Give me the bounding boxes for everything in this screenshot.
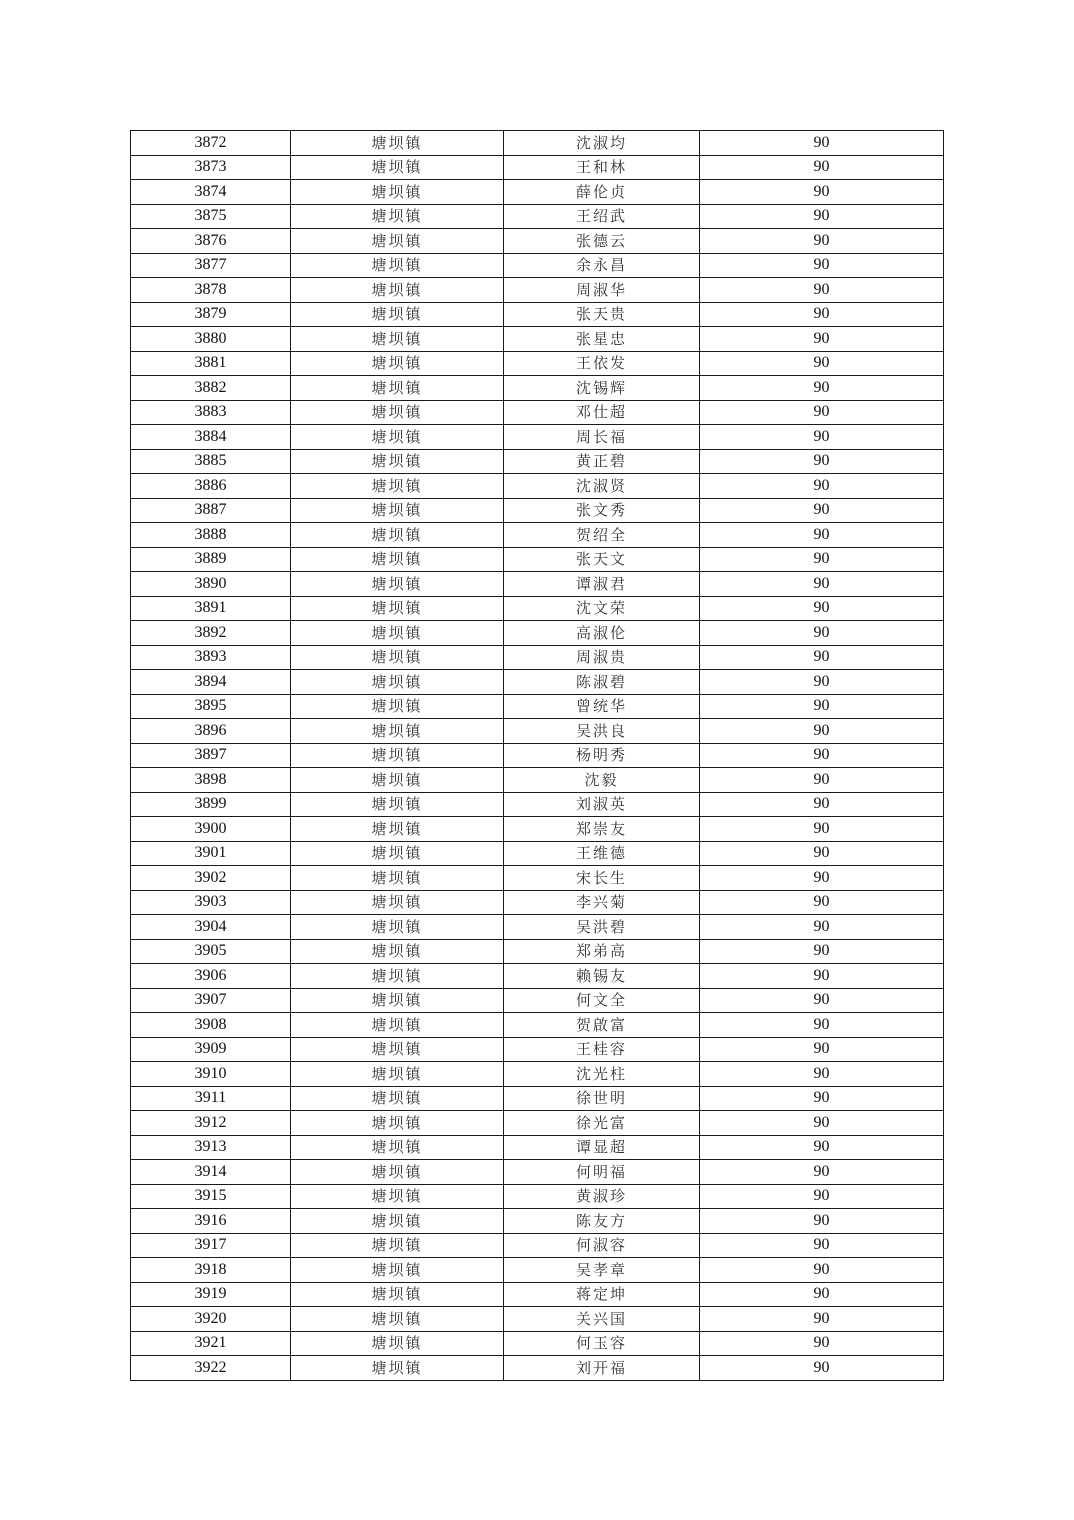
cell-town: 塘坝镇 — [291, 596, 504, 621]
table-row — [131, 841, 944, 866]
cell-town: 塘坝镇 — [291, 155, 504, 180]
cell-age: 90 — [700, 400, 944, 425]
cell-person-name: 关兴国 — [504, 1307, 700, 1332]
cell-serial-number: 3883 — [131, 400, 291, 425]
cell-town: 塘坝镇 — [291, 1037, 504, 1062]
cell-age: 90 — [700, 670, 944, 695]
cell-age: 90 — [700, 425, 944, 450]
cell-age: 90 — [700, 988, 944, 1013]
cell-age: 90 — [700, 572, 944, 597]
cell-age: 90 — [700, 547, 944, 572]
cell-serial-number: 3873 — [131, 155, 291, 180]
cell-age: 90 — [700, 817, 944, 842]
cell-age: 90 — [700, 1037, 944, 1062]
cell-age: 90 — [700, 964, 944, 989]
cell-serial-number: 3909 — [131, 1037, 291, 1062]
cell-age: 90 — [700, 1209, 944, 1234]
cell-person-name: 黄淑珍 — [504, 1184, 700, 1209]
cell-town: 塘坝镇 — [291, 229, 504, 254]
cell-person-name: 谭显超 — [504, 1135, 700, 1160]
cell-person-name: 何玉容 — [504, 1331, 700, 1356]
cell-serial-number: 3884 — [131, 425, 291, 450]
cell-serial-number: 3904 — [131, 915, 291, 940]
cell-town: 塘坝镇 — [291, 327, 504, 352]
cell-age: 90 — [700, 866, 944, 891]
cell-age: 90 — [700, 1062, 944, 1087]
cell-town: 塘坝镇 — [291, 743, 504, 768]
cell-age: 90 — [700, 890, 944, 915]
cell-person-name: 蒋定坤 — [504, 1282, 700, 1307]
cell-serial-number: 3891 — [131, 596, 291, 621]
cell-town: 塘坝镇 — [291, 939, 504, 964]
cell-age: 90 — [700, 204, 944, 229]
cell-serial-number: 3890 — [131, 572, 291, 597]
cell-person-name: 沈淑贤 — [504, 474, 700, 499]
cell-serial-number: 3881 — [131, 351, 291, 376]
cell-town: 塘坝镇 — [291, 1184, 504, 1209]
cell-serial-number: 3900 — [131, 817, 291, 842]
cell-person-name: 周淑华 — [504, 278, 700, 303]
cell-person-name: 吴孝章 — [504, 1258, 700, 1283]
cell-serial-number: 3913 — [131, 1135, 291, 1160]
cell-age: 90 — [700, 253, 944, 278]
table-row — [131, 204, 944, 229]
cell-age: 90 — [700, 498, 944, 523]
cell-serial-number: 3919 — [131, 1282, 291, 1307]
cell-person-name: 谭淑君 — [504, 572, 700, 597]
cell-town: 塘坝镇 — [291, 474, 504, 499]
cell-town: 塘坝镇 — [291, 1356, 504, 1381]
table-row — [131, 1062, 944, 1087]
cell-town: 塘坝镇 — [291, 180, 504, 205]
cell-age: 90 — [700, 596, 944, 621]
cell-serial-number: 3876 — [131, 229, 291, 254]
table-row — [131, 1037, 944, 1062]
cell-age: 90 — [700, 302, 944, 327]
cell-person-name: 何淑容 — [504, 1233, 700, 1258]
cell-town: 塘坝镇 — [291, 841, 504, 866]
cell-person-name: 贺绍全 — [504, 523, 700, 548]
cell-serial-number: 3882 — [131, 376, 291, 401]
cell-town: 塘坝镇 — [291, 645, 504, 670]
table-row — [131, 351, 944, 376]
cell-age: 90 — [700, 131, 944, 156]
cell-age: 90 — [700, 939, 944, 964]
cell-age: 90 — [700, 1282, 944, 1307]
table-row — [131, 1258, 944, 1283]
cell-age: 90 — [700, 180, 944, 205]
cell-town: 塘坝镇 — [291, 719, 504, 744]
cell-age: 90 — [700, 645, 944, 670]
cell-town: 塘坝镇 — [291, 988, 504, 1013]
cell-town: 塘坝镇 — [291, 1111, 504, 1136]
cell-age: 90 — [700, 278, 944, 303]
cell-town: 塘坝镇 — [291, 915, 504, 940]
cell-age: 90 — [700, 155, 944, 180]
cell-serial-number: 3908 — [131, 1013, 291, 1038]
table-row — [131, 915, 944, 940]
cell-age: 90 — [700, 449, 944, 474]
cell-town: 塘坝镇 — [291, 400, 504, 425]
cell-age: 90 — [700, 1160, 944, 1185]
cell-serial-number: 3878 — [131, 278, 291, 303]
cell-serial-number: 3896 — [131, 719, 291, 744]
cell-serial-number: 3902 — [131, 866, 291, 891]
cell-town: 塘坝镇 — [291, 1062, 504, 1087]
cell-person-name: 郑弟高 — [504, 939, 700, 964]
cell-age: 90 — [700, 1307, 944, 1332]
table-row — [131, 572, 944, 597]
cell-person-name: 黄正碧 — [504, 449, 700, 474]
cell-serial-number: 3906 — [131, 964, 291, 989]
cell-age: 90 — [700, 1086, 944, 1111]
cell-age: 90 — [700, 474, 944, 499]
table-row — [131, 131, 944, 156]
cell-town: 塘坝镇 — [291, 204, 504, 229]
cell-person-name: 曾统华 — [504, 694, 700, 719]
cell-person-name: 王依发 — [504, 351, 700, 376]
cell-person-name: 刘淑英 — [504, 792, 700, 817]
table-row — [131, 278, 944, 303]
table-row — [131, 1307, 944, 1332]
cell-serial-number: 3877 — [131, 253, 291, 278]
cell-serial-number: 3921 — [131, 1331, 291, 1356]
cell-serial-number: 3892 — [131, 621, 291, 646]
cell-age: 90 — [700, 376, 944, 401]
table-row — [131, 498, 944, 523]
cell-person-name: 徐光富 — [504, 1111, 700, 1136]
cell-age: 90 — [700, 1331, 944, 1356]
cell-person-name: 高淑伦 — [504, 621, 700, 646]
table-row — [131, 621, 944, 646]
cell-person-name: 王绍武 — [504, 204, 700, 229]
cell-serial-number: 3915 — [131, 1184, 291, 1209]
table-row — [131, 1233, 944, 1258]
cell-person-name: 陈友方 — [504, 1209, 700, 1234]
cell-age: 90 — [700, 719, 944, 744]
cell-person-name: 张天文 — [504, 547, 700, 572]
table-row — [131, 792, 944, 817]
cell-serial-number: 3911 — [131, 1086, 291, 1111]
cell-serial-number: 3918 — [131, 1258, 291, 1283]
cell-person-name: 张德云 — [504, 229, 700, 254]
cell-serial-number: 3886 — [131, 474, 291, 499]
cell-town: 塘坝镇 — [291, 449, 504, 474]
cell-person-name: 张星忠 — [504, 327, 700, 352]
table-row — [131, 1086, 944, 1111]
cell-serial-number: 3893 — [131, 645, 291, 670]
cell-person-name: 刘开福 — [504, 1356, 700, 1381]
table-row — [131, 1331, 944, 1356]
table-row — [131, 596, 944, 621]
cell-town: 塘坝镇 — [291, 1135, 504, 1160]
cell-age: 90 — [700, 327, 944, 352]
cell-serial-number: 3920 — [131, 1307, 291, 1332]
cell-person-name: 郑崇友 — [504, 817, 700, 842]
cell-person-name: 何明福 — [504, 1160, 700, 1185]
cell-town: 塘坝镇 — [291, 547, 504, 572]
cell-town: 塘坝镇 — [291, 1233, 504, 1258]
table-row — [131, 229, 944, 254]
cell-age: 90 — [700, 792, 944, 817]
cell-serial-number: 3910 — [131, 1062, 291, 1087]
cell-person-name: 吴洪良 — [504, 719, 700, 744]
cell-person-name: 何文全 — [504, 988, 700, 1013]
cell-town: 塘坝镇 — [291, 1160, 504, 1185]
cell-person-name: 王和林 — [504, 155, 700, 180]
table-row — [131, 1013, 944, 1038]
cell-town: 塘坝镇 — [291, 351, 504, 376]
cell-town: 塘坝镇 — [291, 572, 504, 597]
table-row — [131, 988, 944, 1013]
cell-town: 塘坝镇 — [291, 866, 504, 891]
cell-person-name: 李兴菊 — [504, 890, 700, 915]
table-row — [131, 425, 944, 450]
cell-serial-number: 3898 — [131, 768, 291, 793]
table-row — [131, 449, 944, 474]
cell-serial-number: 3897 — [131, 743, 291, 768]
cell-serial-number: 3914 — [131, 1160, 291, 1185]
roster-table — [130, 130, 944, 1381]
cell-person-name: 张文秀 — [504, 498, 700, 523]
cell-person-name: 周淑贵 — [504, 645, 700, 670]
cell-person-name: 沈淑均 — [504, 131, 700, 156]
cell-person-name: 陈淑碧 — [504, 670, 700, 695]
cell-age: 90 — [700, 1135, 944, 1160]
cell-town: 塘坝镇 — [291, 302, 504, 327]
roster-table-body — [131, 131, 944, 1381]
cell-town: 塘坝镇 — [291, 621, 504, 646]
table-row — [131, 1209, 944, 1234]
table-row — [131, 1282, 944, 1307]
cell-serial-number: 3875 — [131, 204, 291, 229]
cell-age: 90 — [700, 1013, 944, 1038]
cell-town: 塘坝镇 — [291, 131, 504, 156]
cell-serial-number: 3887 — [131, 498, 291, 523]
cell-town: 塘坝镇 — [291, 768, 504, 793]
cell-town: 塘坝镇 — [291, 1258, 504, 1283]
cell-person-name: 王桂容 — [504, 1037, 700, 1062]
table-row — [131, 1184, 944, 1209]
table-row — [131, 327, 944, 352]
cell-town: 塘坝镇 — [291, 890, 504, 915]
cell-person-name: 沈毅 — [504, 768, 700, 793]
cell-town: 塘坝镇 — [291, 792, 504, 817]
cell-serial-number: 3872 — [131, 131, 291, 156]
cell-age: 90 — [700, 351, 944, 376]
cell-town: 塘坝镇 — [291, 964, 504, 989]
table-row — [131, 400, 944, 425]
cell-person-name: 贺啟富 — [504, 1013, 700, 1038]
cell-town: 塘坝镇 — [291, 670, 504, 695]
cell-age: 90 — [700, 1233, 944, 1258]
cell-town: 塘坝镇 — [291, 1209, 504, 1234]
cell-person-name: 杨明秀 — [504, 743, 700, 768]
cell-person-name: 沈文荣 — [504, 596, 700, 621]
cell-serial-number: 3880 — [131, 327, 291, 352]
cell-serial-number: 3901 — [131, 841, 291, 866]
cell-serial-number: 3879 — [131, 302, 291, 327]
cell-serial-number: 3907 — [131, 988, 291, 1013]
cell-serial-number: 3905 — [131, 939, 291, 964]
cell-age: 90 — [700, 621, 944, 646]
table-row — [131, 474, 944, 499]
cell-age: 90 — [700, 229, 944, 254]
table-row — [131, 1111, 944, 1136]
cell-town: 塘坝镇 — [291, 1282, 504, 1307]
table-row — [131, 694, 944, 719]
cell-person-name: 张天贵 — [504, 302, 700, 327]
cell-serial-number: 3899 — [131, 792, 291, 817]
cell-town: 塘坝镇 — [291, 253, 504, 278]
cell-town: 塘坝镇 — [291, 523, 504, 548]
cell-age: 90 — [700, 915, 944, 940]
cell-person-name: 吴洪碧 — [504, 915, 700, 940]
table-row — [131, 180, 944, 205]
cell-age: 90 — [700, 841, 944, 866]
cell-age: 90 — [700, 523, 944, 548]
cell-person-name: 宋长生 — [504, 866, 700, 891]
cell-age: 90 — [700, 1356, 944, 1381]
table-row — [131, 302, 944, 327]
cell-person-name: 余永昌 — [504, 253, 700, 278]
table-row — [131, 964, 944, 989]
cell-town: 塘坝镇 — [291, 1013, 504, 1038]
cell-age: 90 — [700, 743, 944, 768]
cell-town: 塘坝镇 — [291, 498, 504, 523]
cell-town: 塘坝镇 — [291, 1086, 504, 1111]
cell-person-name: 赖锡友 — [504, 964, 700, 989]
table-row — [131, 719, 944, 744]
table-row — [131, 523, 944, 548]
cell-town: 塘坝镇 — [291, 278, 504, 303]
table-row — [131, 1135, 944, 1160]
cell-town: 塘坝镇 — [291, 425, 504, 450]
table-row — [131, 743, 944, 768]
cell-serial-number: 3885 — [131, 449, 291, 474]
table-row — [131, 1160, 944, 1185]
cell-person-name: 周长福 — [504, 425, 700, 450]
table-row — [131, 253, 944, 278]
cell-age: 90 — [700, 1111, 944, 1136]
cell-town: 塘坝镇 — [291, 1331, 504, 1356]
table-row — [131, 547, 944, 572]
cell-town: 塘坝镇 — [291, 1307, 504, 1332]
table-row — [131, 866, 944, 891]
cell-serial-number: 3922 — [131, 1356, 291, 1381]
table-row — [131, 768, 944, 793]
cell-serial-number: 3888 — [131, 523, 291, 548]
cell-serial-number: 3894 — [131, 670, 291, 695]
table-row — [131, 376, 944, 401]
cell-serial-number: 3912 — [131, 1111, 291, 1136]
cell-town: 塘坝镇 — [291, 376, 504, 401]
cell-serial-number: 3903 — [131, 890, 291, 915]
cell-serial-number: 3874 — [131, 180, 291, 205]
cell-person-name: 邓仕超 — [504, 400, 700, 425]
cell-person-name: 王维德 — [504, 841, 700, 866]
table-row — [131, 670, 944, 695]
table-row — [131, 890, 944, 915]
cell-town: 塘坝镇 — [291, 817, 504, 842]
table-row — [131, 1356, 944, 1381]
cell-person-name: 徐世明 — [504, 1086, 700, 1111]
cell-serial-number: 3916 — [131, 1209, 291, 1234]
table-row — [131, 645, 944, 670]
table-row — [131, 817, 944, 842]
cell-age: 90 — [700, 1184, 944, 1209]
cell-person-name: 薛伦贞 — [504, 180, 700, 205]
cell-serial-number: 3889 — [131, 547, 291, 572]
table-row — [131, 155, 944, 180]
table-row — [131, 939, 944, 964]
cell-age: 90 — [700, 1258, 944, 1283]
cell-person-name: 沈光柱 — [504, 1062, 700, 1087]
cell-age: 90 — [700, 768, 944, 793]
cell-serial-number: 3917 — [131, 1233, 291, 1258]
cell-age: 90 — [700, 694, 944, 719]
cell-serial-number: 3895 — [131, 694, 291, 719]
cell-town: 塘坝镇 — [291, 694, 504, 719]
cell-person-name: 沈锡辉 — [504, 376, 700, 401]
